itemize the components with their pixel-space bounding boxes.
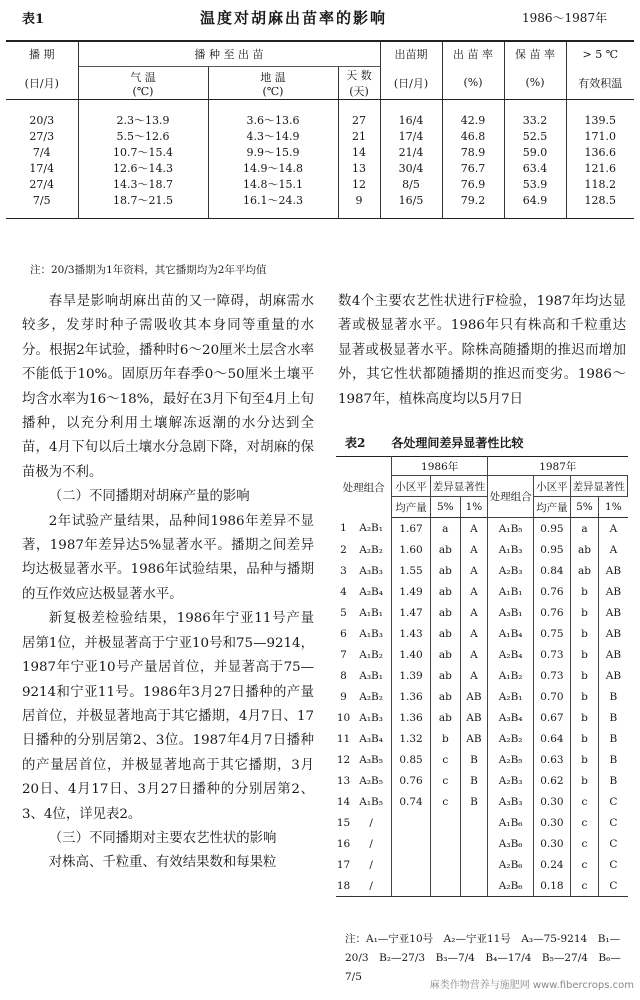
table-cell-y2: 0.62 (534, 770, 570, 791)
table-cell-n: 7 (340, 648, 347, 661)
table-cell-air: 5.5～12.6 (78, 128, 208, 144)
table-cell-s1: AB (460, 686, 487, 707)
table-cell-y: 1.67 (392, 518, 431, 540)
table-cell-n: 4 (340, 585, 347, 598)
table-cell-y2: 0.63 (534, 749, 570, 770)
table-cell-t1: B (609, 753, 618, 766)
table-row (336, 644, 628, 665)
table-cell-emerge: 16/4 (380, 100, 442, 129)
table-cell-accum: 139.5 (584, 113, 616, 127)
table1-label: 表1 (22, 12, 45, 27)
table-cell-y: 1.36 (392, 686, 431, 707)
header-cell-mean: 小区平 (392, 476, 431, 497)
header-survival-rate: 保 苗 率 (504, 41, 566, 67)
table-cell-rate: 79.2 (442, 192, 504, 219)
table1 (6, 40, 634, 219)
table-cell-t5: b (570, 686, 599, 707)
header-soil-temp: 地 温 (℃) (208, 67, 338, 100)
table-cell-t5: b (570, 623, 599, 644)
table-cell-s5 (430, 875, 460, 897)
paragraph: 对株高、千粒重、有效结果数和每果粒 (48, 855, 277, 871)
table-cell-rate: 76.7 (442, 160, 504, 176)
table-cell-c2: A₂B₃ (488, 560, 534, 581)
table-cell-t1: C (609, 858, 618, 871)
table-row (336, 560, 628, 581)
table-row (336, 581, 628, 602)
table-cell-t1: AB (605, 627, 622, 640)
table-cell-s1 (460, 854, 487, 875)
table-cell-n: 18 (336, 875, 351, 897)
header-yield: 均产量 (392, 497, 431, 518)
table-row (6, 100, 634, 129)
table-cell-t1: AB (605, 648, 622, 661)
header-p1: 1% (460, 497, 487, 518)
table-cell-n: 10 (336, 711, 351, 724)
table-cell-s1: A (460, 602, 487, 623)
table-row (336, 686, 628, 707)
table-cell-c2: A₂B₂ (488, 728, 534, 749)
table-cell-y2: 0.76 (534, 581, 570, 602)
table-cell-c2: A₁B₃ (488, 539, 534, 560)
table-cell-c: A₁B₃ (351, 707, 392, 728)
table-cell-accum: 171.0 (584, 129, 616, 143)
table-cell-s5 (430, 854, 460, 875)
table-cell-n: 9 (340, 690, 347, 703)
table-cell-y2: 0.70 (534, 686, 570, 707)
left-column (22, 290, 314, 876)
table-cell-t1: C (609, 816, 618, 829)
header-1986: 1986年 (392, 457, 488, 476)
table-cell-s5 (430, 812, 460, 833)
table-cell-t5: b (570, 770, 599, 791)
table-cell-y (392, 812, 431, 833)
table-cell-y: 1.39 (392, 665, 431, 686)
table-cell-s5: a (430, 518, 460, 540)
table-cell-c2: A₁B₁ (488, 581, 534, 602)
table-cell-y2: 0.95 (534, 518, 570, 540)
table-cell-n: 14 (336, 795, 351, 808)
table-cell-air: 2.3～13.9 (78, 100, 208, 129)
table-cell-emerge: 16/5 (380, 192, 442, 219)
table-cell-rate: 76.9 (442, 176, 504, 192)
table-cell-c: / (351, 875, 392, 897)
table-cell-days: 13 (338, 160, 380, 176)
table-cell-accum: 118.2 (584, 177, 616, 191)
table-row (336, 665, 628, 686)
table-cell-soil: 16.1～24.3 (208, 192, 338, 219)
table-cell-c: A₂B₂ (351, 686, 392, 707)
table1-years: 1986～1987年 (522, 11, 608, 25)
table-cell-c2: A₂B₁ (488, 686, 534, 707)
table-cell-n: 8 (340, 669, 347, 682)
table-cell-rate: 42.9 (442, 100, 504, 129)
table-cell-y: 1.32 (392, 728, 431, 749)
table-cell-s1: A (460, 665, 487, 686)
header-emergence-rate-unit: (%) (442, 67, 504, 100)
table-cell-c2: A₂B₄ (488, 644, 534, 665)
table-cell-t5: c (570, 875, 599, 897)
table2-note: 注：A₁—宁亚10号 A₂—宁亚11号 A₃—75-9214 B₁—20/3 B₂—27/3 B₃—7/4 B₄—17/4 B₅—27/4 B₆—7/5 (345, 933, 621, 983)
table-row (336, 833, 628, 854)
table-cell-s5: ab (430, 623, 460, 644)
header-emergence-date-unit: (日/月) (380, 67, 442, 100)
table-row (6, 128, 634, 144)
table-cell-date: 27/3 (6, 128, 78, 144)
table-cell-t1: C (599, 875, 628, 897)
table-cell-t1: C (609, 837, 618, 850)
table-cell-y: 1.47 (392, 602, 431, 623)
table-cell-c: / (351, 833, 392, 854)
table-cell-y: 1.49 (392, 581, 431, 602)
table-cell-y2: 0.64 (534, 728, 570, 749)
table-cell-s1 (460, 812, 487, 833)
table-cell-date: 27/4 (6, 176, 78, 192)
table-cell-c: A₃B₅ (351, 749, 392, 770)
table-cell-c2: A₂B₅ (488, 749, 534, 770)
table-cell-survive: 33.2 (504, 100, 566, 129)
table-cell-c2: A₂B₆ (488, 854, 534, 875)
table-cell-air: 14.3～18.7 (78, 176, 208, 192)
table-cell-rate: 78.9 (442, 144, 504, 160)
header-yield2: 均产量 (534, 497, 570, 518)
table-cell-y: 1.55 (392, 560, 431, 581)
table-cell-date: 20/3 (6, 100, 78, 129)
table-row (336, 623, 628, 644)
table1-title-bar (0, 6, 640, 28)
table-cell-t5: b (570, 728, 599, 749)
table-cell-days: 12 (338, 176, 380, 192)
table-cell-soil: 9.9～15.9 (208, 144, 338, 160)
table-cell-n: 16 (336, 837, 351, 850)
table-cell-y2: 0.95 (534, 539, 570, 560)
table-row (336, 812, 628, 833)
table-cell-c: A₂B₂ (351, 539, 392, 560)
table-cell-t1: B (609, 732, 618, 745)
table-cell-y: 0.85 (392, 749, 431, 770)
table-cell-t1: A (609, 543, 618, 556)
table-cell-accum: 136.6 (584, 145, 616, 159)
table-cell-air: 10.7～15.4 (78, 144, 208, 160)
table-cell-s1: AB (460, 728, 487, 749)
table-cell-survive: 53.9 (504, 176, 566, 192)
table-cell-t5: c (570, 812, 599, 833)
table-cell-y2: 0.84 (534, 560, 570, 581)
table-cell-y (392, 854, 431, 875)
right-column (338, 290, 626, 412)
table-cell-s5: ab (430, 686, 460, 707)
table-cell-s1: A (460, 518, 487, 540)
table-cell-soil: 14.8～15.1 (208, 176, 338, 192)
table-row (336, 791, 628, 812)
table-cell-s5: b (430, 728, 460, 749)
table-cell-n: 13 (336, 774, 351, 787)
table2-title: 各处理间差异显著性比较 (391, 436, 524, 450)
table-cell-s5: ab (430, 644, 460, 665)
header-sowing-date-unit: (日/月) (6, 67, 78, 100)
table-cell-c: A₁B₅ (351, 791, 392, 812)
table-cell-y2: 0.67 (534, 707, 570, 728)
table-cell-s1 (460, 833, 487, 854)
header-period: 播 种 至 出 苗 (78, 41, 380, 67)
table-cell-t5: c (570, 833, 599, 854)
table-cell-y2: 0.76 (534, 602, 570, 623)
table-row (336, 602, 628, 623)
header-emergence-date: 出苗期 (380, 41, 442, 67)
table-cell-y: 0.74 (392, 791, 431, 812)
table-cell-date: 7/4 (6, 144, 78, 160)
table-cell-y: 1.60 (392, 539, 431, 560)
table-row (336, 707, 628, 728)
table-cell-days: 9 (338, 192, 380, 219)
table-cell-t5: b (570, 644, 599, 665)
paragraph: 春旱是影响胡麻出苗的又一障碍，胡麻需水较多，发芽时种子需吸收其本身同等重量的水分。根据2年试验，播种时6～20厘米土层含水率不能低于10%。固原历年春季0～50厘米土壤平均含水率为16～18%，最好在3月下旬至4月上旬播种，以充分利用土壤解冻返潮的水分达到全苗，4月下旬以后土壤水分急剧下降，对胡麻的保苗极为不利。 (22, 294, 314, 480)
table-cell-emerge: 30/4 (380, 160, 442, 176)
table-cell-s1 (460, 875, 487, 897)
table-cell-date: 7/5 (6, 192, 78, 219)
table-cell-t1: AB (605, 564, 622, 577)
table-cell-days: 27 (338, 100, 380, 129)
table-cell-n: 15 (336, 816, 351, 829)
table-cell-soil: 3.6～13.6 (208, 100, 338, 129)
table-cell-t1: B (609, 711, 618, 724)
table-cell-s1: A (460, 539, 487, 560)
table-cell-t5: b (570, 749, 599, 770)
table-cell-s1: A (460, 623, 487, 644)
table-cell-s1: A (460, 560, 487, 581)
table-cell-y (392, 833, 431, 854)
table-row (6, 176, 634, 192)
table-cell-survive: 59.0 (504, 144, 566, 160)
table-cell-t1: C (609, 795, 618, 808)
table-cell-s5: c (430, 770, 460, 791)
table-cell-s5: ab (430, 665, 460, 686)
paragraph: 2年试验产量结果，品种间1986年差异不显著，1987年差异达5%显著水平。播期之间差异均达极显著水平。1986年试验结果，品种与播期的互作效应达极显著水平。 (22, 513, 314, 602)
table-cell-c2: A₂B₆ (488, 875, 534, 897)
table-cell-y (392, 875, 431, 897)
table-cell-n: 6 (340, 627, 347, 640)
table-cell-s5: c (430, 791, 460, 812)
table-cell-c2: A₁B₂ (488, 665, 534, 686)
table-cell-y2: 0.73 (534, 665, 570, 686)
table-cell-y2: 0.30 (534, 791, 570, 812)
header-cell-mean2: 小区平 (534, 476, 570, 497)
paragraph: 新复极差检验结果，1986年宁亚11号产量居第1位，并极显著高于宁亚10号和75—9214，1987年宁亚10号产量居首位，并显著高于75—9214和宁亚11号。1986年3月27日播种的产量居首位，并极显著地高于其它播期，4月7日、17日播种的分别居第2、3位。1987年4月7日播种的产量居首位，并极显著地高于其它播期，3月20日、4月17日、3月27日播种的分别居第2、3、4位，详见表2。 (22, 611, 314, 822)
table-cell-n: 1 (340, 522, 347, 535)
table-cell-y: 1.43 (392, 623, 431, 644)
table2-title-bar (345, 434, 523, 451)
table-row (336, 539, 628, 560)
table-cell-c2: A₁B₄ (488, 623, 534, 644)
table-cell-n: 12 (336, 753, 351, 766)
table-cell-c2: A₃B₁ (488, 602, 534, 623)
table-row (336, 518, 628, 540)
table-cell-c: A₁B₂ (351, 644, 392, 665)
table-cell-y2: 0.30 (534, 812, 570, 833)
table-cell-t1: AB (605, 606, 622, 619)
header-survival-rate-unit: (%) (504, 67, 566, 100)
table-cell-s1: A (460, 581, 487, 602)
header-p5b: 5% (570, 497, 599, 518)
table-cell-c: A₂B₅ (351, 770, 392, 791)
table-cell-t1: AB (605, 585, 622, 598)
header-combo2: 处理组合 (488, 476, 534, 518)
table-cell-c: A₃B₄ (351, 728, 392, 749)
table-cell-n: 2 (340, 543, 347, 556)
watermark: 麻类作物营养与施肥网 www.fibercrops.com (429, 980, 634, 991)
table-cell-t5: b (570, 707, 599, 728)
table-cell-c: A₂B₁ (351, 518, 392, 540)
header-accum: > 5 ℃ (566, 41, 634, 67)
table-cell-survive: 64.9 (504, 192, 566, 219)
table-cell-y2: 0.73 (534, 644, 570, 665)
table-cell-s5: ab (430, 539, 460, 560)
table-row (336, 854, 628, 875)
table-row (6, 192, 634, 219)
table-cell-y: 1.36 (392, 707, 431, 728)
table-cell-c: A₃B₃ (351, 560, 392, 581)
table-cell-s1: AB (460, 707, 487, 728)
header-air-temp: 气 温 (℃) (78, 67, 208, 100)
table-cell-y2: 0.75 (534, 623, 570, 644)
table-cell-soil: 4.3～14.9 (208, 128, 338, 144)
table-cell-c: A₁B₃ (351, 623, 392, 644)
table-cell-c2: A₂B₃ (488, 770, 534, 791)
table-cell-s5: ab (430, 560, 460, 581)
table2-label: 表2 (345, 436, 366, 450)
header-accum-sub: 有效积温 (566, 67, 634, 100)
table-cell-y2: 0.30 (534, 833, 570, 854)
table-cell-accum: 128.5 (566, 192, 634, 219)
table-cell-s5: c (430, 749, 460, 770)
table-cell-s5: ab (430, 581, 460, 602)
table-cell-t5: b (570, 602, 599, 623)
paragraph: 数4个主要农艺性状进行F检验，1987年均达显著或极显著水平。1986年只有株高和千粒重达显著或极显著水平。除株高随播期的推迟而增加外，其它性状都随播期的推迟而变劣。1986～1987年，植株高度均以5月7日 (338, 294, 626, 407)
table-cell-c2: A₃B₄ (488, 707, 534, 728)
table-cell-s1: B (460, 791, 487, 812)
table-cell-c: / (351, 854, 392, 875)
table-cell-s1: B (460, 770, 487, 791)
table-cell-air: 18.7～21.5 (78, 192, 208, 219)
table-cell-soil: 14.9～14.8 (208, 160, 338, 176)
header-emergence-rate: 出 苗 率 (442, 41, 504, 67)
header-combo: 处理组合 (336, 457, 392, 518)
table-cell-t5: b (570, 581, 599, 602)
table-cell-y: 1.40 (392, 644, 431, 665)
table-cell-s5: ab (430, 602, 460, 623)
table-cell-c: A₂B₄ (351, 581, 392, 602)
table-cell-c: / (351, 812, 392, 833)
table-cell-c2: A₁B₅ (488, 518, 534, 540)
table-cell-n: 3 (340, 564, 347, 577)
table-cell-survive: 63.4 (504, 160, 566, 176)
table-cell-t1: B (609, 690, 618, 703)
table-cell-t5: b (570, 665, 599, 686)
table-cell-t5: ab (570, 560, 599, 581)
table-cell-s1: A (460, 644, 487, 665)
table-cell-rate: 46.8 (442, 128, 504, 144)
table-cell-accum: 121.6 (584, 161, 616, 175)
table-cell-t1: AB (605, 669, 622, 682)
table1-note: 注：20/3播期为1年资料，其它播期均为2年平均值 (30, 264, 267, 276)
header-sowing-date: 播 期 (6, 41, 78, 67)
table-cell-date: 17/4 (6, 160, 78, 176)
table-cell-days: 14 (338, 144, 380, 160)
table-cell-y: 0.76 (392, 770, 431, 791)
table-row (336, 728, 628, 749)
header-diff-sig: 差异显著性 (430, 476, 487, 497)
table-cell-t5: ab (570, 539, 599, 560)
table-cell-air: 12.6～14.3 (78, 160, 208, 176)
table1-title: 温度对胡麻出苗率的影响 (200, 9, 388, 27)
table-cell-c2: A₁B₆ (488, 812, 534, 833)
header-days: 天 数 (天) (338, 67, 380, 100)
table-cell-y2: 0.24 (534, 854, 570, 875)
table-cell-n: 11 (336, 732, 351, 745)
table-cell-t5: a (570, 518, 599, 540)
table-cell-t1: A (609, 522, 618, 535)
table-cell-s5 (430, 833, 460, 854)
table-cell-c: A₁B₁ (351, 602, 392, 623)
table-cell-n: 5 (340, 606, 347, 619)
table-cell-c: A₃B₁ (351, 665, 392, 686)
section-heading: （二）不同播期对胡麻产量的影响 (48, 489, 250, 505)
table-row (6, 160, 634, 176)
table-row (336, 875, 628, 897)
table-cell-emerge: 8/5 (380, 176, 442, 192)
section-heading: （三）不同播期对主要农艺性状的影响 (48, 830, 277, 846)
table-cell-c2: A₃B₃ (488, 791, 534, 812)
table-cell-y2: 0.18 (534, 875, 570, 897)
table-cell-n: 17 (336, 858, 351, 871)
table-cell-s1: B (460, 749, 487, 770)
header-p1b: 1% (599, 497, 628, 518)
header-p5: 5% (430, 497, 460, 518)
table-cell-t5: c (570, 854, 599, 875)
table-cell-t5: c (570, 791, 599, 812)
table-cell-emerge: 21/4 (380, 144, 442, 160)
table-row (6, 144, 634, 160)
header-1987: 1987年 (488, 457, 628, 476)
header-diff-sig2: 差异显著性 (570, 476, 627, 497)
table-cell-t1: B (609, 774, 618, 787)
table2 (336, 456, 628, 897)
table-cell-days: 21 (338, 128, 380, 144)
table-row (336, 770, 628, 791)
table-cell-s5: ab (430, 707, 460, 728)
table-cell-emerge: 17/4 (380, 128, 442, 144)
table-row (336, 749, 628, 770)
table-cell-c2: A₃B₆ (488, 833, 534, 854)
table-cell-survive: 52.5 (504, 128, 566, 144)
